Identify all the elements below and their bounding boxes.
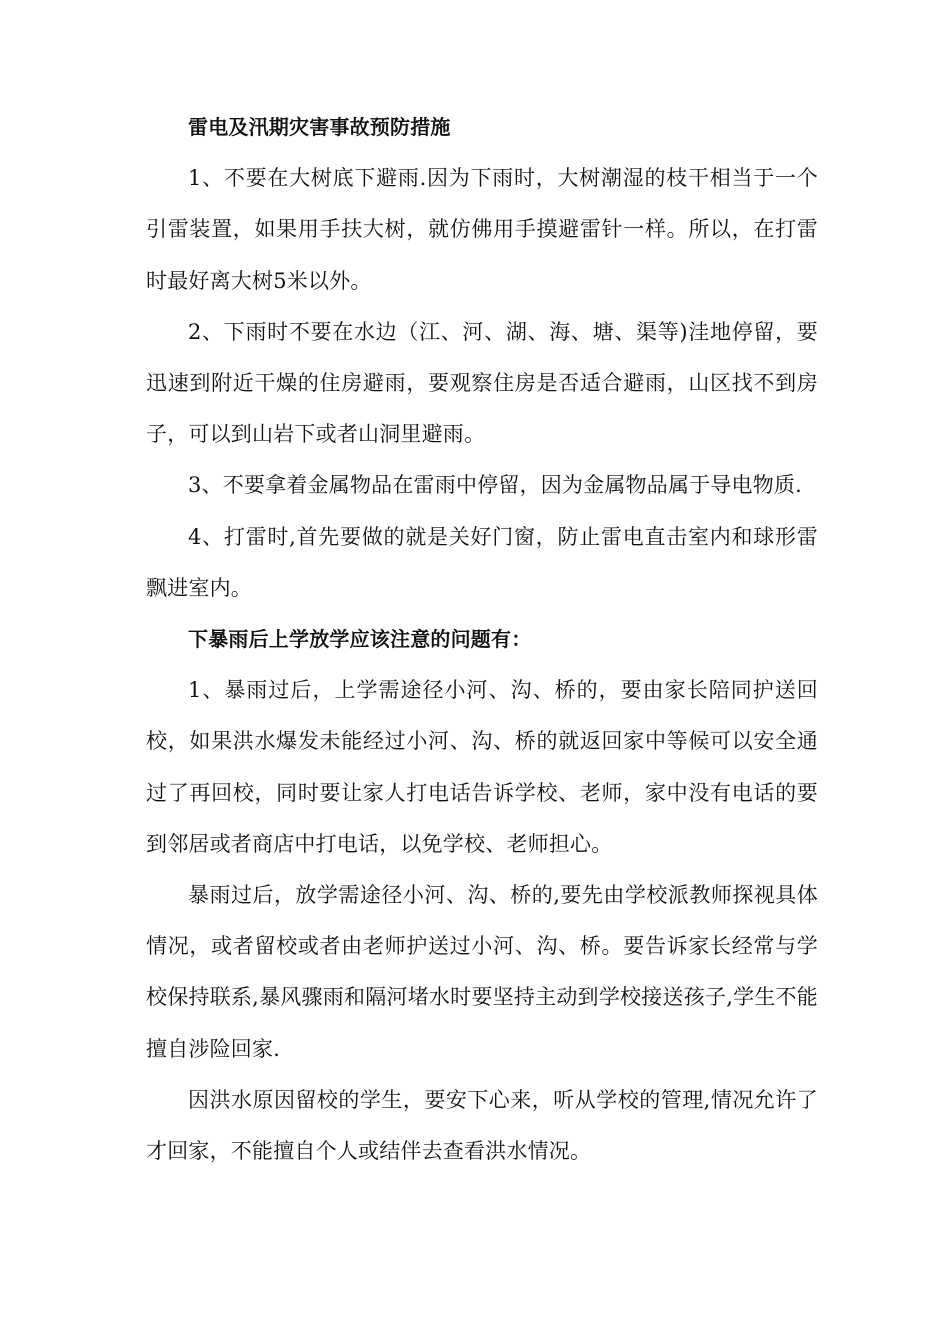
paragraph-stay-at-school: 因洪水原因留校的学生，要安下心来，听从学校的管理,情况允许了才回家，不能擅自个人或结伴去查看洪水情况。 [146, 1087, 818, 1164]
section-title-lightning-flood: 雷电及汛期灾害事故预防措施 [188, 115, 451, 139]
paragraph-waterside: 2、下雨时不要在水边（江、河、湖、海、塘、渠等)洼地停留，要迅速到附近干燥的住房避雨，要观察住房是否适合避雨，山区找不到房子，可以到山岩下或者山洞里避雨。 [146, 319, 818, 447]
document-body [146, 102, 818, 1177]
paragraph-tree-shelter: 1、不要在大树底下避雨.因为下雨时，大树潮湿的枝干相当于一个引雷装置，如果用手扶大树，就仿佛用手摸避雷针一样。所以，在打雷时最好离大树5米以外。 [146, 166, 818, 293]
paragraph-metal-objects: 3、不要拿着金属物品在雷雨中停留，因为金属物品属于导电物质. [188, 473, 803, 498]
paragraph-going-to-school: 1、暴雨过后，上学需途径小河、沟、桥的，要由家长陪同护送回校，如果洪水爆发未能经过小河、沟、桥的就返回家中等候可以安全通过了再回校，同时要让家人打电话告诉学校、老师，家中没有电话的要到邻居或者商店中打电话，以免学校、老师担心。 [146, 678, 818, 856]
paragraph-close-windows: 4、打雷时,首先要做的就是关好门窗，防止雷电直击室内和球形雷飘进室内。 [146, 524, 818, 600]
paragraph-leaving-school: 暴雨过后，放学需途径小河、沟、桥的,要先由学校派教师探视具体情况，或者留校或者由老师护送过小河、沟、桥。要告诉家长经常与学校保持联系,暴风骤雨和隔河堵水时要坚持主动到学校接送孩子,学生不能擅自涉险回家. [146, 883, 818, 1061]
section-title-after-rainstorm: 下暴雨后上学放学应该注意的问题有： [188, 627, 532, 652]
